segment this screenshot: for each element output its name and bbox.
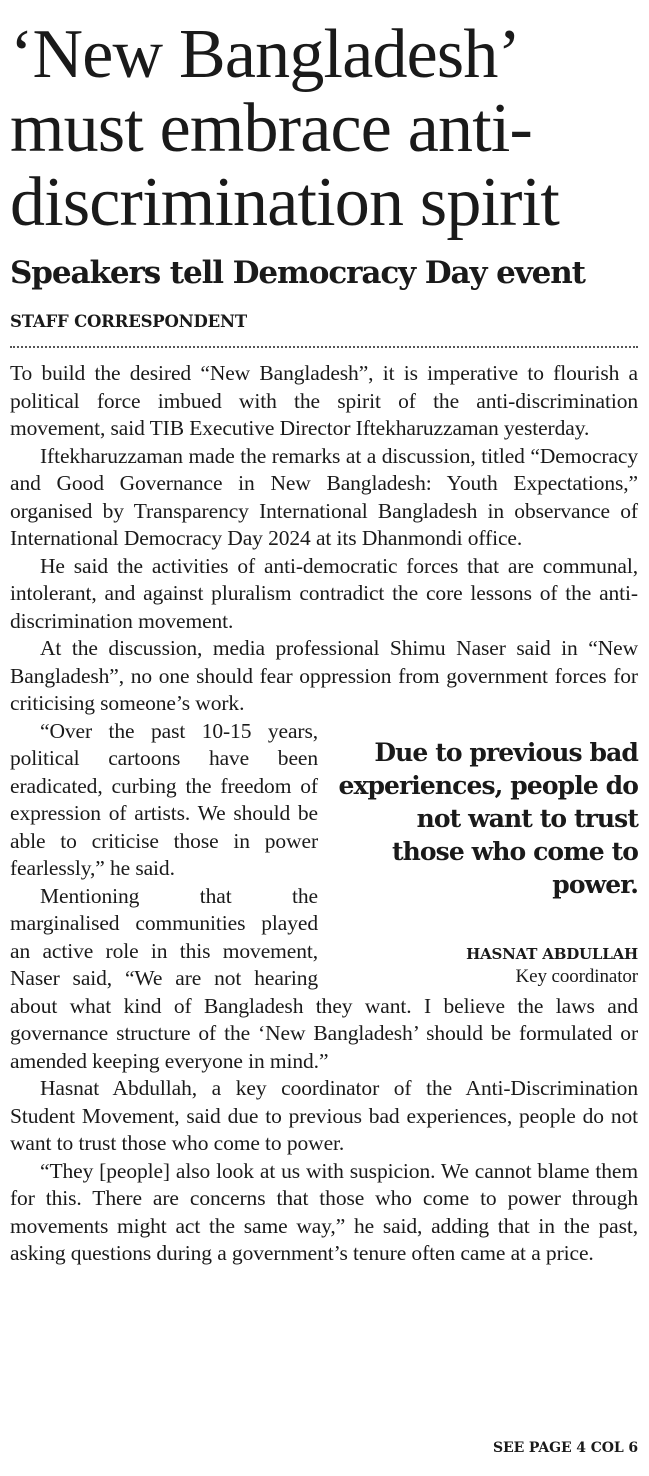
article-body bbox=[10, 360, 638, 1268]
paragraph: Hasnat Abdullah, a key coordinator of the Anti-Discrimination Student Movement, said due to previous bad experiences, people do not want to trust those who come to power. bbox=[10, 1076, 638, 1155]
pull-quote bbox=[338, 718, 638, 989]
dotted-divider bbox=[10, 346, 638, 348]
paragraph: “Over the past 10-15 years, political cartoons have been eradicated, curbing the freedom of expression of artists. We should be able to criticise those in power fearlessly,” he said. bbox=[10, 718, 318, 880]
byline: STAFF CORRESPONDENT bbox=[10, 312, 247, 331]
paragraph: Iftekharuzzaman made the remarks at a discussion, titled “Democracy and Good Governance in New Bangladesh: Youth Expectations,” organised by Transparency International Bangladesh in observance of International Democracy Day 2024 at its Dhanmondi office. bbox=[10, 443, 638, 550]
paragraph: At the discussion, media professional Shimu Naser said in “New Bangladesh”, no one should fear oppression from government forces for criticising someone’s work. bbox=[10, 636, 638, 715]
paragraph: Mentioning that the marginalised communities played an active role in this movement, Naser said, “We are not hearing about what kind of Bangladesh they want. I believe the laws and governance structure of the ‘New Bangladesh’ should be formulated or amended keeping everyone in mind.” bbox=[10, 883, 638, 1073]
headline-line-1: ‘New Bangladesh’ bbox=[10, 16, 521, 93]
pull-quote-attribution-name: HASNAT ABDULLAH bbox=[466, 944, 638, 963]
headline-line-2: must embrace anti- bbox=[10, 90, 533, 167]
pull-quote-text: Due to previous bad experiences, people do not want to trust those who come to power. bbox=[338, 737, 638, 899]
headline-line-3: discrimination spirit bbox=[10, 164, 559, 241]
paragraph: “They [people] also look at us with suspicion. We cannot blame them for this. There are concerns that those who come to power through movements might act the same way,” he said, adding that in the past, asking questions during a government’s tenure often came at a price. bbox=[10, 1158, 638, 1265]
subheadline: Speakers tell Democracy Day event bbox=[10, 255, 585, 291]
headline bbox=[10, 18, 649, 240]
paragraph: He said the activities of anti-democratic forces that are communal, intolerant, and against pluralism contradict the core lessons of the anti-discrimination movement. bbox=[10, 553, 638, 633]
pull-quote-attribution-role: Key coordinator bbox=[515, 965, 638, 987]
paragraph: To build the desired “New Bangladesh”, it is imperative to flourish a political force imbued with the spirit of the anti-discrimination movement, said TIB Executive Director Iftekharuzzaman yesterday. bbox=[10, 361, 638, 440]
continuation-jump: SEE PAGE 4 COL 6 bbox=[492, 1440, 638, 1456]
